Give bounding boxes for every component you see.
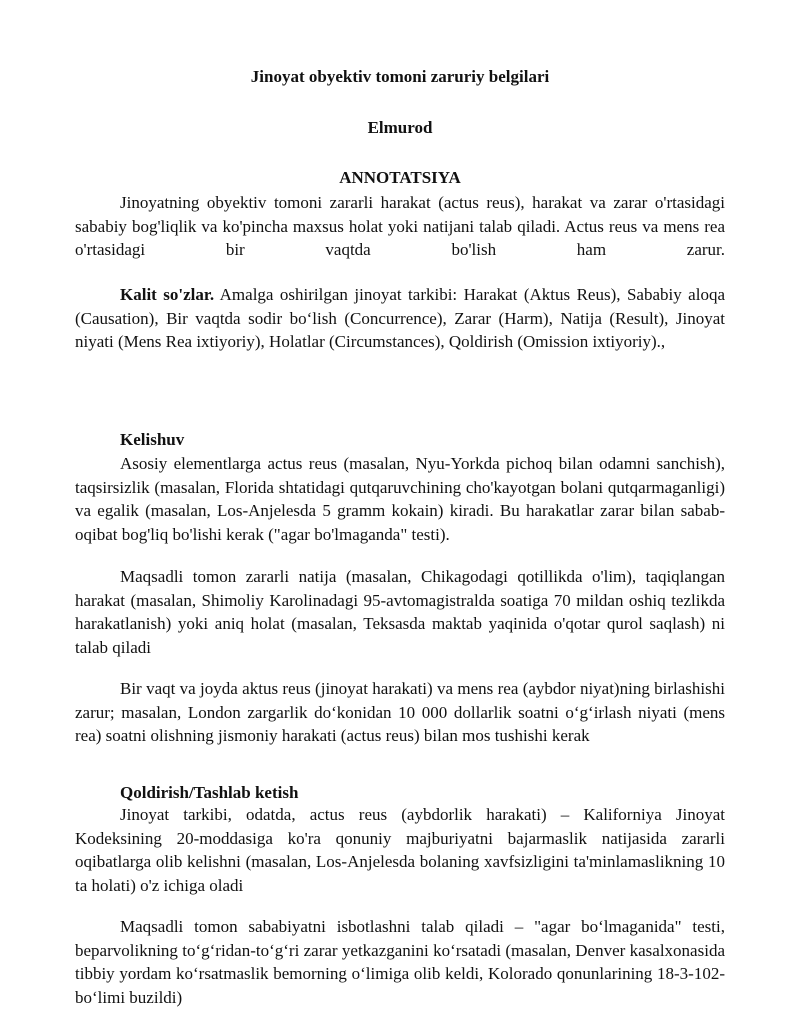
- introduction-paragraph-1: Asosiy elementlarga actus reus (masalan, Nyu-Yorkda pichoq bilan odamni sanchish), taqsirsizlik (masalan, Florida shtatidagi qutqaruvchining cho'kayotgan bolani qutqarmaganligi) va egalik (masalan, Los-Anjelesda 5 gramm kokain) kiradi. Bu harakatlar zarar bilan sabab-oqibat bog'liq bo'lishi kerak ("agar bo'lmaganda" testi).: [75, 454, 725, 544]
- document-title: Jinoyat obyektiv tomoni zaruriy belgilari: [250, 67, 550, 86]
- author-name: Elmurod: [367, 118, 433, 137]
- annotation-heading: ANNOTATSIYA: [339, 168, 461, 187]
- section-heading-introduction: Kelishuv: [120, 430, 185, 449]
- keywords-paragraph: [75, 283, 725, 354]
- introduction-paragraph-2: Maqsadli tomon zararli natija (masalan, Chikagodagi qotillikda o'lim), taqiqlangan harakat (masalan, Shimoliy Karolinadagi 95-avtomagistralda soatiga 70 mildan oshiq tezlikda harakatlanish) yoki aniq holat (masalan, Teksasda maktab yaqinida o'qotar qurol saqlash) ni talab qiladi: [75, 567, 725, 657]
- omission-paragraph-2: Maqsadli tomon sababiyatni isbotlashni talab qiladi – "agar boʻlmaganida" testi, beparvolikning toʻgʻridan-toʻgʻri zarar yetkazganini koʻrsatadi (masalan, Denver kasalxonasida tibbiy yordam koʻrsatmaslik bemorning oʻlimiga olib keldi, Kolorado qonunlarining 18-3-102-boʻlimi buzildi): [75, 917, 725, 1007]
- annotation-paragraph: Jinoyatning obyektiv tomoni zararli harakat (actus reus), harakat va zarar o'rtasidagi sababiy bog'liqlik va ko'pincha maxsus holat yoki natijani talab qiladi. Actus reus va mens rea o'rtasidagi bir vaqtda bo'lish ham zarur.: [75, 193, 725, 260]
- introduction-paragraph-3: Bir vaqt va joyda aktus reus (jinoyat harakati) va mens rea (aybdor niyat)ning birlashishi zarur; masalan, London zargarlik doʻkonidan 10 000 dollarlik soatni oʻgʻirlash niyati (mens rea) soatni olishning jismoniy harakati (actus reus) bilan mos tushishi kerak: [75, 679, 725, 746]
- keywords-text: Amalga oshirilgan jinoyat tarkibi: Harakat (Aktus Reus), Sababiy aloqa (Causation), Bir vaqtda sodir boʻlish (Concurrence), Zarar (Harm), Natija (Result), Jinoyat niyati (Mens Rea ixtiyoriy), Holatlar (Circumstances), Qoldirish (Omission ixtiyoriy).,: [75, 285, 725, 352]
- section-heading-omission: Qoldirish/Tashlab ketish: [120, 783, 299, 802]
- keywords-label: Kalit so'zlar.: [120, 285, 215, 304]
- omission-paragraph-1: Jinoyat tarkibi, odatda, actus reus (aybdorlik harakati) – Kaliforniya Jinoyat Kodeksining 20-moddasiga ko'ra qonuniy majburiyatni bajarmaslik natijasida zararli oqibatlarga olib kelishni (masalan, Los-Anjelesda bolaning xavfsizligini ta'minlamaslikning 10 ta holati) o'z ichiga oladi: [75, 805, 725, 895]
